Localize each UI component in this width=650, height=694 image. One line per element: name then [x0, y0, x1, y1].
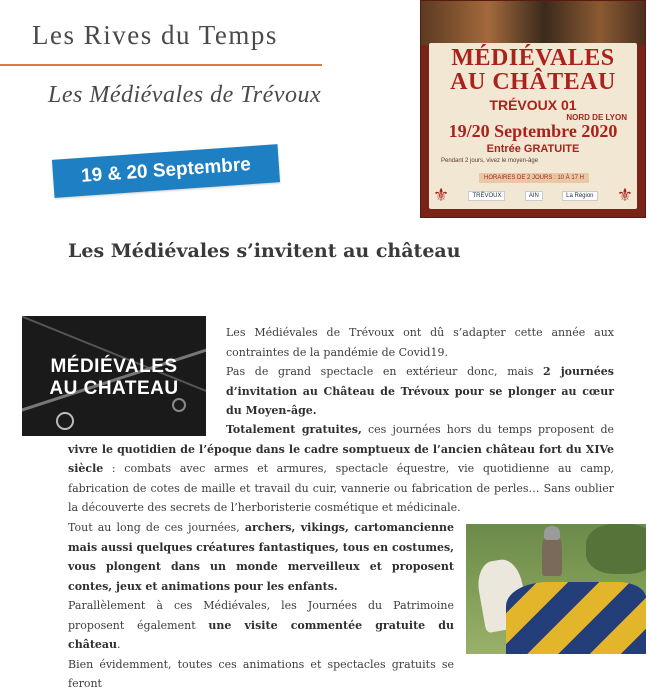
- fleur-de-lis-icon: ⚜: [616, 185, 633, 206]
- poster-hours: HORAIRES DE 2 JOURS : 10 À 17 H: [479, 173, 589, 183]
- intro-paragraph: [226, 323, 614, 421]
- title-divider: [0, 64, 322, 66]
- heritage-highlight: une visite commentée gratuite du château: [68, 618, 454, 651]
- closing-text: Bien évidemment, toutes ces animations et spectacles gratuits se feront: [68, 657, 454, 690]
- poster-title-line1: MÉDIÉVALES: [451, 45, 615, 71]
- poster-tagline: Pendant 2 jours, vivez le moyen-âge: [441, 158, 539, 164]
- heritage-period: .: [117, 638, 121, 651]
- poster-entry: Entrée GRATUITE: [486, 143, 580, 155]
- fleur-de-lis-icon: ⚜: [433, 185, 450, 206]
- knight-on-horse-photo: [466, 524, 646, 654]
- helmet-graphic: [544, 526, 560, 540]
- intro-highlight: 2 journées d’invitation au Château de Trévoux pour se plonger au cœur du Moyen-âge.: [226, 365, 614, 417]
- date-banner: 19 & 20 Septembre: [52, 144, 280, 198]
- intro-text-2: Pas de grand spectacle en extérieur donc, mais: [226, 365, 544, 378]
- poster-region: NORD DE LYON: [566, 113, 627, 122]
- intro-text: Les Médiévales de Trévoux ont dû s’adapter cette année aux contraintes de la pandémie de Covid19.: [226, 326, 614, 359]
- characters-paragraph: [68, 518, 454, 694]
- poster-title-line2: AU CHÂTEAU: [450, 69, 616, 95]
- poster-logos: [433, 185, 633, 207]
- activities-text: ces journées hors du temps proposent de: [361, 423, 615, 436]
- poster-city: TRÉVOUX 01: [489, 97, 577, 113]
- event-poster: [420, 0, 646, 218]
- characters-highlight: archers, vikings, cartomancienne mais aussi quelques créatures fantastiques, tous en costumes, vous plongent dans un monde merveilleux et proposent contes, jeux et animations pour les enfants.: [68, 521, 454, 593]
- activities-paragraph: [68, 420, 614, 518]
- logo-region: La Région: [562, 191, 597, 201]
- banner-title-line1: MÉDIÉVALES: [50, 356, 178, 377]
- activities-text-2: : combats avec armes et armures, spectacle équestre, vie quotidienne au camp, fabrication de cotes de maille et travail du cuir, vannerie ou fabrication de perles… Sans oublier la découverte des secrets de l’herboristerie cosmétique et médicinale.: [68, 462, 614, 514]
- medievales-banner-image: [22, 316, 206, 436]
- caparison-graphic: [506, 582, 646, 654]
- ring-graphic: [172, 398, 186, 412]
- characters-text: Tout au long de ces journées,: [68, 521, 245, 534]
- free-highlight: Totalement gratuites,: [226, 423, 362, 436]
- article-heading: Les Médiévales s’invitent au château: [68, 240, 461, 262]
- site-title: Les Rives du Temps: [32, 20, 278, 50]
- heritage-text: Parallèlement à ces Médiévales, les Journées du Patrimoine proposent également: [68, 599, 454, 632]
- logo-trevoux: TRÉVOUX: [468, 191, 505, 201]
- activities-highlight: vivre le quotidien de l’époque dans le cadre somptueux de l’ancien château fort du XIVe siècle: [68, 442, 614, 475]
- poster-photo: [421, 1, 645, 45]
- logo-ain: AIN: [525, 191, 543, 201]
- banner-title-line2: AU CHATEAU: [49, 378, 179, 399]
- tree-graphic: [586, 524, 646, 574]
- poster-panel: [429, 43, 637, 209]
- poster-dates: 19/20 Septembre 2020: [448, 121, 618, 141]
- event-subtitle: Les Médiévales de Trévoux: [48, 82, 322, 108]
